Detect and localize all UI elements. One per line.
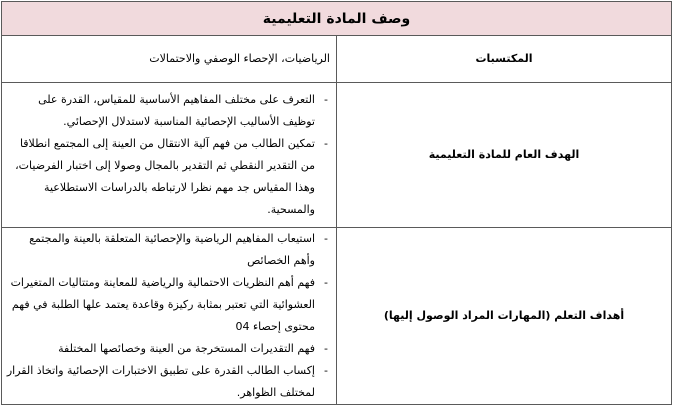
list-item-text: إكساب الطالب القدرة على تطبيق الاختبارات الإحصائية واتخاذ القرار لمختلف الظواهر. [6, 364, 315, 399]
table-title: وصف المادة التعليمية [2, 2, 672, 36]
bullet-dash: - [324, 364, 328, 377]
bullet-dash: - [324, 137, 328, 150]
bullet-dash: - [324, 232, 328, 245]
learning-objectives-content [2, 228, 337, 405]
course-description-table [1, 1, 672, 405]
list-item-text: فهم التقديرات المستخرجة من العينة وخصائصها المختلفة [58, 342, 315, 355]
list-item [6, 228, 330, 272]
bullet-dash: - [324, 276, 328, 289]
list-item [6, 338, 330, 360]
bullet-dash: - [324, 93, 328, 106]
general-objective-label-text: الهدف العام للمادة التعليمية [428, 148, 580, 161]
general-objective-content [2, 83, 337, 228]
learning-objectives-label-text: أهداف التعلم (المهارات المراد الوصول إليها) [383, 309, 625, 322]
list-item-text: استيعاب المفاهيم الرياضية والإحصائية المتعلقة بالعينة والمجتمع وأهم الخصائص [29, 232, 315, 267]
prerequisites-text: الرياضيات، الإحصاء الوصفي والاحتمالات [2, 36, 337, 83]
general-objective-list [6, 89, 330, 221]
table-row [2, 228, 672, 405]
learning-objectives-label [337, 228, 672, 405]
general-objective-label [337, 83, 672, 228]
prerequisites-label: المكتسبات [337, 36, 672, 83]
list-item-text: تمكين الطالب من فهم آلية الانتقال من العينة إلى المجتمع انطلاقا من التقدير النقطي ثم التقدير بالمجال وصولا إلى اختبار الفرضيات، وهذا المقياس جد مهم نظرا لارتباطه بالدراسات الاستطلاعية والمسحية. [15, 137, 315, 216]
table-row [2, 83, 672, 228]
title-row [2, 2, 672, 36]
table-row [2, 36, 672, 83]
learning-objectives-list [6, 228, 330, 404]
list-item [6, 89, 330, 133]
list-item [6, 360, 330, 404]
bullet-dash: - [324, 342, 328, 355]
list-item-text: فهم أهم النظريات الاحتمالية والرياضية للمعاينة ومتتاليات المتغيرات العشوائية التي تعتبر بمثابة ركيزة وقاعدة يعتمد علها الطلبة في فهم محتوى إحصاء 04 [10, 276, 315, 333]
list-item [6, 272, 330, 338]
list-item [6, 133, 330, 221]
list-item-text: التعرف على مختلف المفاهيم الأساسية للمقياس، القدرة على توظيف الأساليب الإحصائية المناسبة لاستدلال الإحصائي. [38, 93, 315, 128]
